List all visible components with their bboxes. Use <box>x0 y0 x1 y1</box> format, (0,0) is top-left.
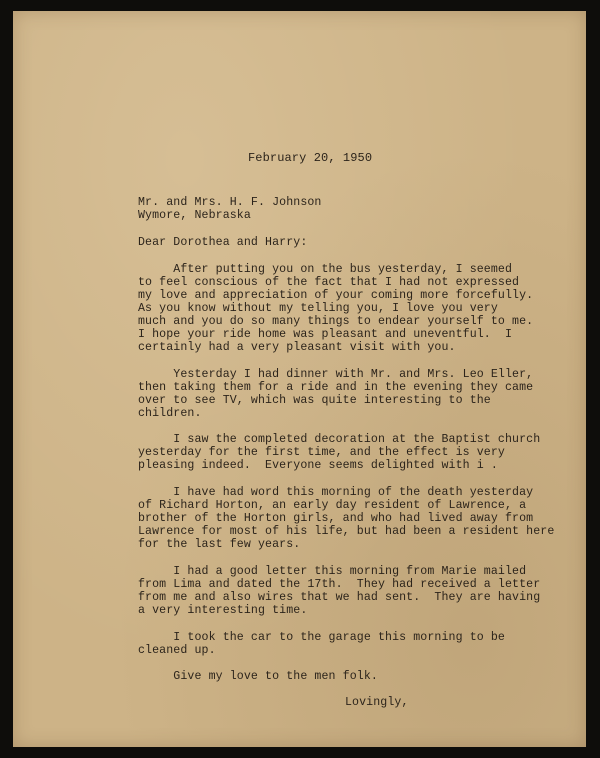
text-line: over to see TV, which was quite interesting to the <box>138 394 491 407</box>
letter-date: February 20, 1950 <box>248 151 373 165</box>
text-line: then taking them for a ride and in the evening they came <box>138 381 534 394</box>
text-line: Lawrence for most of his life, but had been a resident here <box>138 525 555 538</box>
text-line: I have had word this morning of the death yesterday <box>138 486 534 499</box>
text-line: my love and appreciation of your coming more forcefully. <box>138 289 534 302</box>
text-line: to feel conscious of the fact that I had not expressed <box>138 276 520 289</box>
text-line: of Richard Horton, an early day resident of Lawrence, a <box>138 499 527 512</box>
text-line: cleaned up. <box>138 644 216 657</box>
text-line: yesterday for the first time, and the effect is very <box>138 446 505 459</box>
text-line: As you know without my telling you, I love you very <box>138 302 498 315</box>
text-line: After putting you on the bus yesterday, I seemed <box>138 263 513 276</box>
text-line: children. <box>138 407 202 420</box>
text-line: Give my love to the men folk. <box>138 670 378 683</box>
text-line: Yesterday I had dinner with Mr. and Mrs. Leo Eller, <box>138 368 534 381</box>
text-line: pleasing indeed. Everyone seems delighted with i . <box>138 459 498 472</box>
text-line: I saw the completed decoration at the Baptist church <box>138 433 541 446</box>
text-line: from Lima and dated the 17th. They had received a letter <box>138 578 541 591</box>
letter-page <box>13 11 586 747</box>
text-line: brother of the Horton girls, and who had lived away from <box>138 512 534 525</box>
text-line: certainly had a very pleasant visit with you. <box>138 341 456 354</box>
text-line: I hope your ride home was pleasant and uneventful. I <box>138 328 513 341</box>
salutation: Dear Dorothea and Harry: <box>138 236 308 249</box>
recipient-name: Mr. and Mrs. H. F. Johnson <box>138 196 322 209</box>
text-line: I had a good letter this morning from Marie mailed <box>138 565 527 578</box>
text-line: from me and also wires that we had sent. They are having <box>138 591 541 604</box>
text-line: I took the car to the garage this morning to be <box>138 631 505 644</box>
text-line: a very interesting time. <box>138 604 308 617</box>
text-line: for the last few years. <box>138 538 301 551</box>
recipient-city: Wymore, Nebraska <box>138 209 251 222</box>
text-line: much and you do so many things to endear yourself to me. <box>138 315 534 328</box>
closing: Lovingly, <box>345 696 409 709</box>
